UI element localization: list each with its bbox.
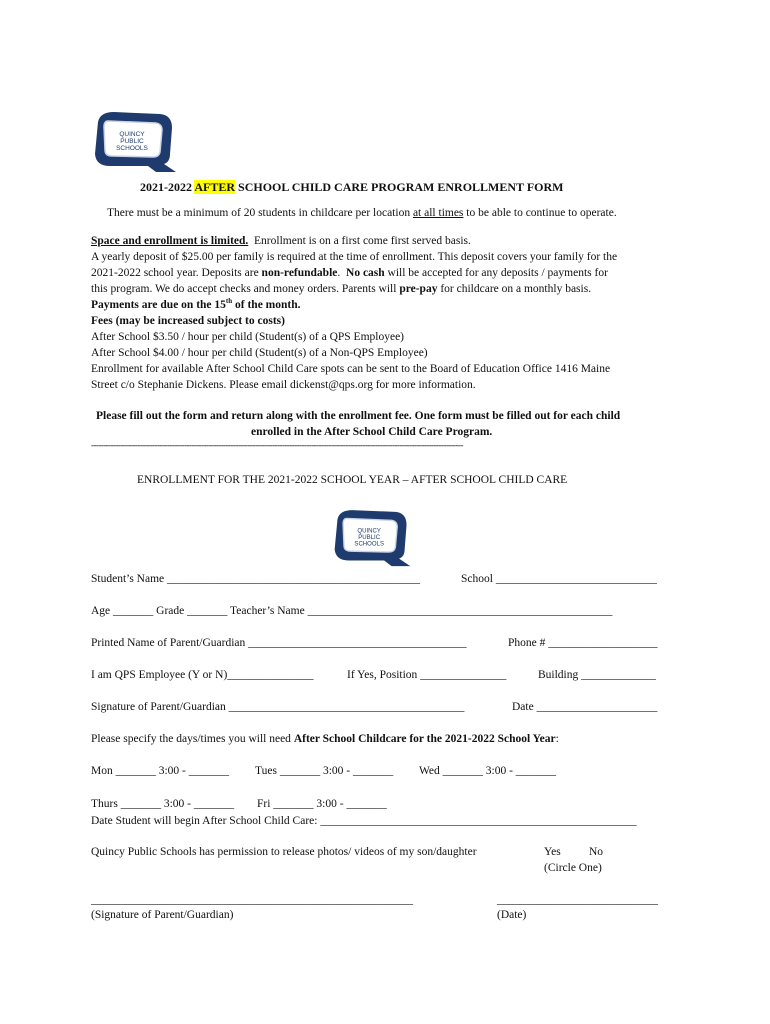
form-heading: ENROLLMENT FOR THE 2021-2022 SCHOOL YEAR – AFTER SCHOOL CHILD CARE: [137, 474, 568, 486]
qps-logo-bottom: [330, 508, 414, 570]
start-date-field[interactable]: Date Student will begin After School Child Care: _______________________________________________________: [91, 815, 637, 827]
final-signature-line[interactable]: ________________________________________________________: [91, 894, 413, 906]
deposit-line-1: A yearly deposit of $25.00 per family is required at the time of enrollment. This deposit covers your family for the: [91, 251, 618, 263]
friday-time-field[interactable]: Fri _______ 3:00 - _______: [257, 798, 387, 810]
page-title: 2021-2022 AFTER SCHOOL CHILD CARE PROGRAM ENROLLMENT FORM: [140, 180, 564, 194]
tuesday-time-field[interactable]: Tues _______ 3:00 - _______: [255, 765, 394, 777]
signature-label: (Signature of Parent/Guardian): [91, 909, 234, 921]
svg-text:QUINCY: QUINCY: [357, 528, 381, 535]
fill-instructions-2: enrolled in the After School Child Care Program.: [251, 426, 493, 438]
payments-due: Payments are due on the 15th of the month.: [91, 297, 301, 311]
building-field[interactable]: Building _____________: [538, 669, 656, 681]
deposit-line-3: this program. We do accept checks and money orders. Parents will pre-pay for childcare on a monthly basis.: [91, 283, 592, 295]
title-after-highlight: AFTER: [194, 180, 236, 194]
parent-signature-field[interactable]: Signature of Parent/Guardian _________________________________________: [91, 701, 465, 713]
minimum-notice: There must be a minimum of 20 students in childcare per location at all times to be able to continue to operate.: [107, 207, 617, 219]
circle-one-note: (Circle One): [544, 862, 602, 874]
permission-yes[interactable]: Yes: [544, 846, 561, 858]
date-field[interactable]: Date _____________________: [512, 701, 658, 713]
space-line: Space and enrollment is limited. Enrollment is on a first come first served basis.: [91, 235, 471, 247]
enrollment-line-1: Enrollment for available After School Child Care spots can be sent to the Board of Education Office 1416 Maine: [91, 363, 611, 375]
qps-employee-field[interactable]: I am QPS Employee (Y or N)_______________: [91, 669, 314, 681]
thursday-time-field[interactable]: Thurs _______ 3:00 - _______: [91, 798, 235, 810]
info-block: [91, 233, 617, 393]
enrollment-line-2: Street c/o Stephanie Dickens. Please email dickenst@qps.org for more information.: [91, 379, 476, 391]
svg-text:SCHOOLS: SCHOOLS: [354, 541, 384, 548]
deposit-line-2: 2021-2022 school year. Deposits are non-refundable. No cash will be accepted for any deposits / payments for: [91, 267, 608, 279]
fee-non-qps: After School $4.00 / hour per child (Student(s) of a Non-QPS Employee): [91, 347, 428, 359]
date-label: (Date): [497, 909, 527, 921]
final-date-line[interactable]: ____________________________: [497, 894, 658, 906]
svg-text:PUBLIC: PUBLIC: [358, 535, 381, 541]
school-field[interactable]: School ____________________________: [461, 573, 657, 585]
parent-name-field[interactable]: Printed Name of Parent/Guardian ______________________________________: [91, 637, 467, 649]
divider: --------------------------------------------------------------------------------------------------------------------------------------------------------: [91, 440, 463, 450]
fees-heading: Fees (may be increased subject to costs): [91, 315, 285, 327]
permission-no[interactable]: No: [589, 846, 604, 858]
student-name-field[interactable]: Student’s Name ____________________________________________: [91, 573, 421, 585]
svg-text:SCHOOLS: SCHOOLS: [116, 145, 148, 152]
qps-logo-top: [90, 110, 180, 176]
phone-field[interactable]: Phone # ___________________: [508, 637, 658, 649]
position-field[interactable]: If Yes, Position _______________: [347, 669, 507, 681]
photo-permission-text: Quincy Public Schools has permission to release photos/ videos of my son/daughter: [91, 846, 477, 858]
logo-text-top: QUINCY: [119, 131, 145, 138]
svg-text:PUBLIC: PUBLIC: [120, 138, 144, 145]
fee-qps: After School $3.50 / hour per child (Student(s) of a QPS Employee): [91, 331, 404, 343]
wednesday-time-field[interactable]: Wed _______ 3:00 - _______: [419, 765, 557, 777]
days-instructions: Please specify the days/times you will need After School Childcare for the 2021-2022 School Year:: [91, 733, 559, 745]
monday-time-field[interactable]: Mon _______ 3:00 - _______: [91, 765, 229, 777]
age-grade-teacher-row[interactable]: Age _______ Grade _______ Teacher’s Name _____________________________________________________: [91, 605, 613, 617]
fill-instructions-1: Please fill out the form and return along with the enrollment fee. One form must be filled out for each child: [96, 410, 621, 422]
